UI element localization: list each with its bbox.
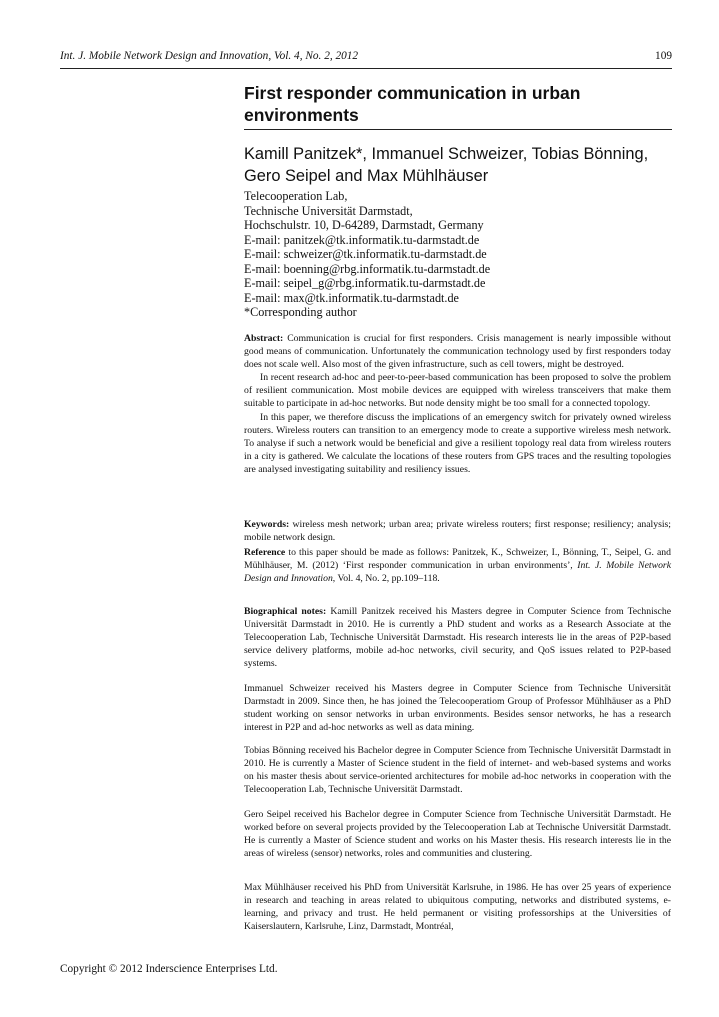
bio-label: Biographical notes:: [244, 606, 327, 617]
reference-journal: Int. J. Mobile Network Design and Innovation: [244, 560, 671, 585]
running-head: [60, 50, 672, 62]
title-line-2: environments: [244, 105, 359, 125]
bio-schweizer-text: Immanuel Schweizer received his Masters degree in Computer Science from Technische Universität Darmstadt in 2009. Since then, he has joined the Telecooperatiom Group of Professor Mühlhäuser as a PhD student working on sensor networks in urban environments. Besides sensor networks, he has a research interest in P2P and ad-hoc networks as well as data mining.: [244, 683, 671, 734]
abstract-paragraph-1: [244, 332, 671, 371]
affiliation-lab: Telecooperation Lab,: [244, 189, 348, 203]
bio-seipel-text: Gero Seipel received his Bachelor degree in Computer Science from Technische Universität Darmstadt. He worked before on several projects provided by the Telecooperation Lab at Technische Universität Darmstadt. He is currently a Master of Science student and works on his Master thesis. His research interests lie in the areas of wireless (sensor) networks, roles and communities and clustering.: [244, 809, 671, 860]
title-divider: [244, 129, 672, 130]
reference-paragraph: [244, 546, 671, 585]
reference-volume: , Vol. 4, No. 2, pp.109–118.: [332, 573, 440, 585]
corresponding-author-note: *Corresponding author: [244, 305, 357, 319]
authors-line-2: Gero Seipel and Max Mühlhäuser: [244, 167, 489, 185]
journal-citation: Int. J. Mobile Network Design and Innovation, Vol. 4, No. 2, 2012: [60, 50, 359, 62]
bio-boenning-text: Tobias Bönning received his Bachelor degree in Computer Science from Technische Universität Darmstadt in 2010. He is currently a Master of Science student in the field of internet- and web-based systems and works on his master thesis about service-oriented architectures for mobile ad-hoc networks in cooperation with the Telecooperation Lab, Technische Universität Darmstadt.: [244, 745, 671, 796]
bio-schweizer: [244, 682, 671, 734]
bio-panitzek-paragraph: [244, 605, 671, 670]
bio-panitzek: [244, 605, 671, 670]
bio-muehlhaeuser-text: Max Mühlhäuser received his PhD from Universität Karlsruhe, in 1986. He has over 25 years of experience in research and teaching in areas related to ubiquitous computing, networks and distributed systems, e-learning, and privacy and trust. He held permanent or visiting professorships at the Universities of Kaiserslautern, Karlsruhe, Linz, Darmstadt, Montréal,: [244, 882, 671, 933]
affiliation-university: Technische Universität Darmstadt,: [244, 203, 413, 218]
reference-text: to this paper should be made as follows: Panitzek, K., Schweizer, I., Bönning, T., Seipel, G. and Mühlhäuser, M. (2012) ‘First responder communication in urban environments’,: [244, 547, 671, 572]
bio-panitzek-text: Kamill Panitzek received his Masters degree in Computer Science from Technische Universität Darmstadt in 2010. He is currently a PhD student and works as a Research Associate at the Telecooperation Lab, Technische Universität Darmstadt. His research interests lie in the areas of P2P-based service delivery platforms, mobile ad-hoc networks, civil security, and QoS issues related to P2P-based systems.: [244, 606, 672, 670]
title-line-1: First responder communication in urban: [244, 83, 581, 103]
keywords-label: Keywords:: [244, 519, 290, 530]
keywords-paragraph: [244, 518, 671, 544]
affiliation-address: Hochschulstr. 10, D-64289, Darmstadt, Germany: [244, 218, 484, 232]
author-list: [244, 143, 672, 187]
authors-line-1: Kamill Panitzek*, Immanuel Schweizer, Tobias Bönning,: [244, 145, 649, 163]
keywords: [244, 518, 671, 544]
bio-seipel: [244, 808, 671, 860]
email-boenning: E-mail: boenning@rbg.informatik.tu-darmstadt.de: [244, 261, 491, 276]
abstract-label: Abstract:: [244, 333, 284, 344]
page-number: 109: [655, 50, 672, 62]
email-panitzek: E-mail: panitzek@tk.informatik.tu-darmstadt.de: [244, 232, 480, 247]
bio-muehlhaeuser: [244, 881, 671, 933]
abstract-paragraph-2: In recent research ad-hoc and peer-to-peer-based communication has been proposed to solve the problem of resilient communication. Most mobile devices are equipped with wireless transceivers that make them suitable to participate in ad-hoc networks. But node density might be too small for a connected topology.: [244, 372, 671, 410]
bio-boenning: [244, 744, 671, 796]
email-max: E-mail: max@tk.informatik.tu-darmstadt.de: [244, 290, 459, 305]
abstract-paragraph-3: In this paper, we therefore discuss the implications of an emergency switch for privately owned wireless routers. Wireless routers can transition to an emergency mode to create a supportive wireless mesh network. To analyse if such a network would be beneficial and give a resilient topology real data from wireless routers in a city is gathered. We calculate the locations of these routers from GPS traces and the resulting topologies are analysed investigating suitability and resiliency issues.: [244, 411, 671, 475]
reference-note: [244, 546, 671, 585]
email-seipel: E-mail: seipel_g@rbg.informatik.tu-darmstadt.de: [244, 276, 486, 290]
affiliation-block: [244, 189, 672, 320]
paper-title: [244, 82, 664, 126]
email-schweizer: E-mail: schweizer@tk.informatik.tu-darmstadt.de: [244, 247, 487, 261]
abstract-text-1: Communication is crucial for first responders. Crisis management is nearly impossible without good means of communication. Unfortunately the communication technology used by first responders today does not scale well. Also most of the given infrastructure, such as cell towers, might be destroyed.: [244, 333, 671, 371]
copyright-notice: Copyright © 2012 Inderscience Enterprises Ltd.: [60, 963, 278, 975]
keywords-text: wireless mesh network; urban area; private wireless routers; first response; resiliency; analysis; mobile network design.: [244, 519, 672, 544]
header-divider: [60, 68, 672, 69]
abstract: [244, 332, 671, 476]
reference-label: Reference: [244, 547, 286, 558]
